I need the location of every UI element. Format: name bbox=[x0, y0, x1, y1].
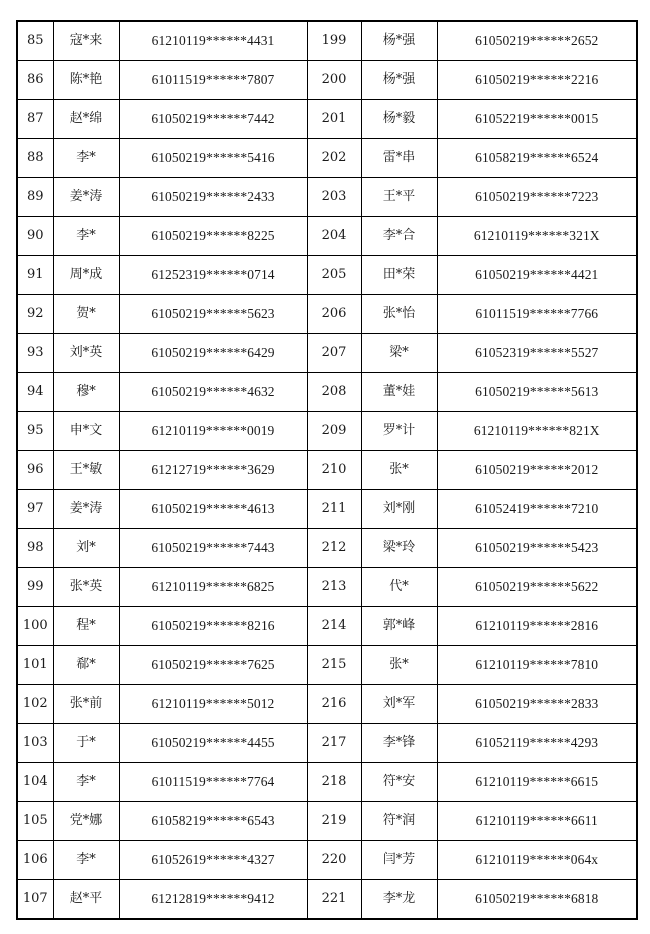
row-number-cell: 97 bbox=[17, 490, 53, 529]
row-number-cell: 216 bbox=[307, 685, 361, 724]
id-number-cell: 61252319******0714 bbox=[119, 256, 307, 295]
row-number-cell: 202 bbox=[307, 139, 361, 178]
table-row bbox=[17, 880, 637, 920]
row-number-cell: 213 bbox=[307, 568, 361, 607]
row-number-cell: 221 bbox=[307, 880, 361, 920]
name-cell: 李* bbox=[53, 841, 119, 880]
id-number-cell: 61210119******4431 bbox=[119, 21, 307, 61]
name-cell: 杨*强 bbox=[361, 21, 437, 61]
table-row bbox=[17, 646, 637, 685]
id-number-cell: 61050219******8216 bbox=[119, 607, 307, 646]
table-row bbox=[17, 451, 637, 490]
table-row bbox=[17, 100, 637, 139]
id-number-cell: 61050219******2652 bbox=[437, 21, 637, 61]
name-cell: 梁*玲 bbox=[361, 529, 437, 568]
name-cell: 张* bbox=[361, 646, 437, 685]
name-cell: 杨*毅 bbox=[361, 100, 437, 139]
row-number-cell: 201 bbox=[307, 100, 361, 139]
row-number-cell: 92 bbox=[17, 295, 53, 334]
table-row bbox=[17, 802, 637, 841]
name-cell: 贺* bbox=[53, 295, 119, 334]
id-number-cell: 61050219******7443 bbox=[119, 529, 307, 568]
table-row bbox=[17, 412, 637, 451]
name-cell: 罗*计 bbox=[361, 412, 437, 451]
id-number-cell: 61210119******821X bbox=[437, 412, 637, 451]
table-row bbox=[17, 685, 637, 724]
name-cell: 田*荣 bbox=[361, 256, 437, 295]
name-cell: 李* bbox=[53, 217, 119, 256]
id-number-cell: 61011519******7766 bbox=[437, 295, 637, 334]
id-number-cell: 61210119******6611 bbox=[437, 802, 637, 841]
name-cell: 李*锋 bbox=[361, 724, 437, 763]
name-cell: 张* bbox=[361, 451, 437, 490]
name-cell: 符*润 bbox=[361, 802, 437, 841]
row-number-cell: 205 bbox=[307, 256, 361, 295]
id-number-cell: 61212819******9412 bbox=[119, 880, 307, 920]
id-number-cell: 61210119******6825 bbox=[119, 568, 307, 607]
row-number-cell: 212 bbox=[307, 529, 361, 568]
name-cell: 李*龙 bbox=[361, 880, 437, 920]
id-number-cell: 61058219******6524 bbox=[437, 139, 637, 178]
row-number-cell: 217 bbox=[307, 724, 361, 763]
table-row bbox=[17, 529, 637, 568]
row-number-cell: 220 bbox=[307, 841, 361, 880]
row-number-cell: 91 bbox=[17, 256, 53, 295]
id-number-cell: 61050219******5423 bbox=[437, 529, 637, 568]
id-number-cell: 61210119******7810 bbox=[437, 646, 637, 685]
id-number-cell: 61052619******4327 bbox=[119, 841, 307, 880]
roster-table bbox=[16, 20, 638, 920]
name-cell: 代* bbox=[361, 568, 437, 607]
table-row bbox=[17, 490, 637, 529]
roster-body bbox=[17, 21, 637, 919]
id-number-cell: 61052219******0015 bbox=[437, 100, 637, 139]
id-number-cell: 61050219******5623 bbox=[119, 295, 307, 334]
id-number-cell: 61058219******6543 bbox=[119, 802, 307, 841]
row-number-cell: 101 bbox=[17, 646, 53, 685]
name-cell: 符*安 bbox=[361, 763, 437, 802]
name-cell: 王*敏 bbox=[53, 451, 119, 490]
row-number-cell: 200 bbox=[307, 61, 361, 100]
name-cell: 赵*绵 bbox=[53, 100, 119, 139]
name-cell: 张*英 bbox=[53, 568, 119, 607]
name-cell: 陈*艳 bbox=[53, 61, 119, 100]
id-number-cell: 61210119******6615 bbox=[437, 763, 637, 802]
row-number-cell: 106 bbox=[17, 841, 53, 880]
name-cell: 张*前 bbox=[53, 685, 119, 724]
name-cell: 李* bbox=[53, 139, 119, 178]
row-number-cell: 209 bbox=[307, 412, 361, 451]
row-number-cell: 87 bbox=[17, 100, 53, 139]
name-cell: 张*怡 bbox=[361, 295, 437, 334]
name-cell: 李* bbox=[53, 763, 119, 802]
row-number-cell: 99 bbox=[17, 568, 53, 607]
id-number-cell: 61011519******7764 bbox=[119, 763, 307, 802]
id-number-cell: 61210119******0019 bbox=[119, 412, 307, 451]
row-number-cell: 103 bbox=[17, 724, 53, 763]
row-number-cell: 100 bbox=[17, 607, 53, 646]
row-number-cell: 210 bbox=[307, 451, 361, 490]
row-number-cell: 94 bbox=[17, 373, 53, 412]
row-number-cell: 211 bbox=[307, 490, 361, 529]
id-number-cell: 61050219******4421 bbox=[437, 256, 637, 295]
row-number-cell: 90 bbox=[17, 217, 53, 256]
id-number-cell: 61210119******321X bbox=[437, 217, 637, 256]
row-number-cell: 89 bbox=[17, 178, 53, 217]
id-number-cell: 61050219******2012 bbox=[437, 451, 637, 490]
id-number-cell: 61050219******4613 bbox=[119, 490, 307, 529]
name-cell: 董*娃 bbox=[361, 373, 437, 412]
id-number-cell: 61011519******7807 bbox=[119, 61, 307, 100]
name-cell: 刘*军 bbox=[361, 685, 437, 724]
row-number-cell: 98 bbox=[17, 529, 53, 568]
name-cell: 郗* bbox=[53, 646, 119, 685]
row-number-cell: 105 bbox=[17, 802, 53, 841]
row-number-cell: 95 bbox=[17, 412, 53, 451]
name-cell: 刘*刚 bbox=[361, 490, 437, 529]
id-number-cell: 61052319******5527 bbox=[437, 334, 637, 373]
name-cell: 杨*强 bbox=[361, 61, 437, 100]
name-cell: 刘* bbox=[53, 529, 119, 568]
name-cell: 程* bbox=[53, 607, 119, 646]
row-number-cell: 204 bbox=[307, 217, 361, 256]
table-row bbox=[17, 256, 637, 295]
row-number-cell: 218 bbox=[307, 763, 361, 802]
name-cell: 寇*来 bbox=[53, 21, 119, 61]
table-row bbox=[17, 178, 637, 217]
table-row bbox=[17, 568, 637, 607]
row-number-cell: 104 bbox=[17, 763, 53, 802]
id-number-cell: 61050219******6818 bbox=[437, 880, 637, 920]
name-cell: 闫*芳 bbox=[361, 841, 437, 880]
table-row bbox=[17, 21, 637, 61]
id-number-cell: 61050219******7625 bbox=[119, 646, 307, 685]
name-cell: 郭*峰 bbox=[361, 607, 437, 646]
row-number-cell: 203 bbox=[307, 178, 361, 217]
row-number-cell: 88 bbox=[17, 139, 53, 178]
name-cell: 梁* bbox=[361, 334, 437, 373]
row-number-cell: 208 bbox=[307, 373, 361, 412]
table-row bbox=[17, 841, 637, 880]
row-number-cell: 207 bbox=[307, 334, 361, 373]
name-cell: 周*成 bbox=[53, 256, 119, 295]
id-number-cell: 61210119******064x bbox=[437, 841, 637, 880]
row-number-cell: 199 bbox=[307, 21, 361, 61]
id-number-cell: 61050219******8225 bbox=[119, 217, 307, 256]
name-cell: 雷*串 bbox=[361, 139, 437, 178]
name-cell: 王*平 bbox=[361, 178, 437, 217]
row-number-cell: 107 bbox=[17, 880, 53, 920]
table-row bbox=[17, 217, 637, 256]
id-number-cell: 61050219******5613 bbox=[437, 373, 637, 412]
id-number-cell: 61052419******7210 bbox=[437, 490, 637, 529]
id-number-cell: 61050219******2433 bbox=[119, 178, 307, 217]
name-cell: 姜*涛 bbox=[53, 178, 119, 217]
name-cell: 刘*英 bbox=[53, 334, 119, 373]
name-cell: 穆* bbox=[53, 373, 119, 412]
id-number-cell: 61050219******7442 bbox=[119, 100, 307, 139]
table-row bbox=[17, 334, 637, 373]
table-row bbox=[17, 373, 637, 412]
row-number-cell: 206 bbox=[307, 295, 361, 334]
id-number-cell: 61050219******5416 bbox=[119, 139, 307, 178]
row-number-cell: 93 bbox=[17, 334, 53, 373]
id-number-cell: 61050219******6429 bbox=[119, 334, 307, 373]
row-number-cell: 219 bbox=[307, 802, 361, 841]
id-number-cell: 61050219******2833 bbox=[437, 685, 637, 724]
row-number-cell: 214 bbox=[307, 607, 361, 646]
row-number-cell: 215 bbox=[307, 646, 361, 685]
id-number-cell: 61050219******7223 bbox=[437, 178, 637, 217]
id-number-cell: 61050219******2216 bbox=[437, 61, 637, 100]
name-cell: 姜*涛 bbox=[53, 490, 119, 529]
id-number-cell: 61052119******4293 bbox=[437, 724, 637, 763]
table-row bbox=[17, 607, 637, 646]
table-row bbox=[17, 139, 637, 178]
id-number-cell: 61050219******4455 bbox=[119, 724, 307, 763]
table-row bbox=[17, 295, 637, 334]
row-number-cell: 96 bbox=[17, 451, 53, 490]
name-cell: 赵*平 bbox=[53, 880, 119, 920]
table-row bbox=[17, 61, 637, 100]
id-number-cell: 61212719******3629 bbox=[119, 451, 307, 490]
name-cell: 李*合 bbox=[361, 217, 437, 256]
id-number-cell: 61050219******5622 bbox=[437, 568, 637, 607]
id-number-cell: 61210119******2816 bbox=[437, 607, 637, 646]
table-row bbox=[17, 763, 637, 802]
row-number-cell: 102 bbox=[17, 685, 53, 724]
id-number-cell: 61050219******4632 bbox=[119, 373, 307, 412]
id-number-cell: 61210119******5012 bbox=[119, 685, 307, 724]
row-number-cell: 86 bbox=[17, 61, 53, 100]
row-number-cell: 85 bbox=[17, 21, 53, 61]
name-cell: 申*文 bbox=[53, 412, 119, 451]
name-cell: 于* bbox=[53, 724, 119, 763]
name-cell: 党*娜 bbox=[53, 802, 119, 841]
table-row bbox=[17, 724, 637, 763]
